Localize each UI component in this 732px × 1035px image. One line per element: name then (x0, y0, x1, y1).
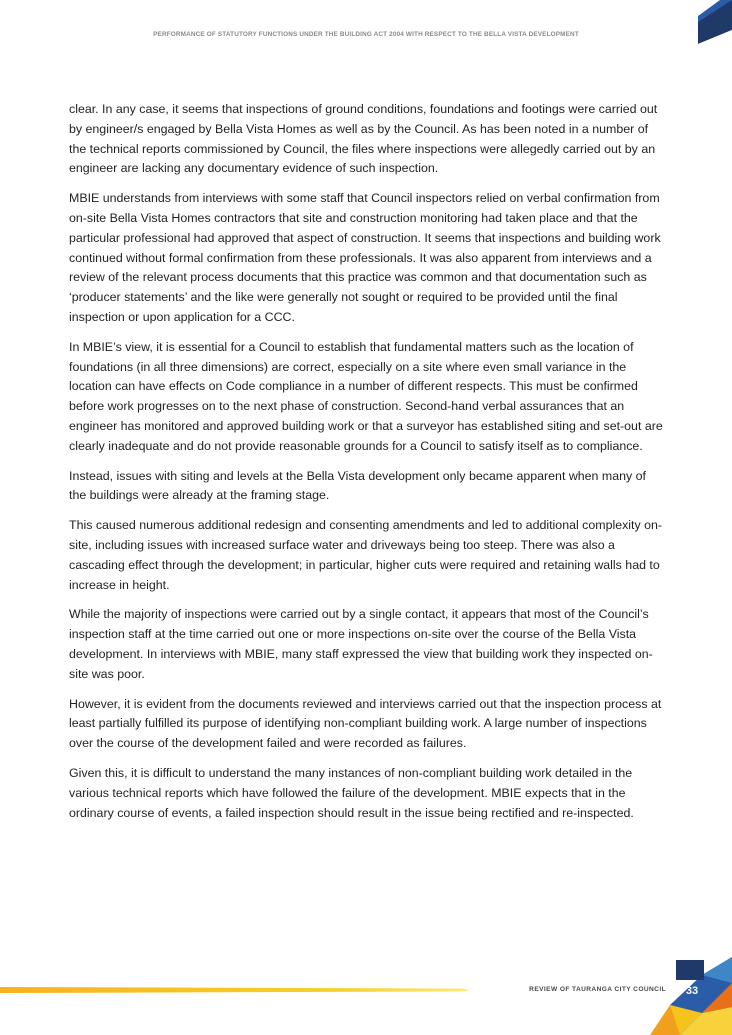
paragraph-1: clear. In any case, it seems that inspections of ground conditions, foundations and footings were carried out by engineer/s engaged by Bella Vista Homes as well as by the Council. As has been noted in a number of the technical reports commissioned by Council, the files where inspections were allegedly carried out by an engineer are lacking any documentary evidence of such inspection. (69, 102, 658, 176)
footer-accent-line (0, 987, 470, 993)
running-header: PERFORMANCE OF STATUTORY FUNCTIONS UNDER THE BUILDING ACT 2004 WITH RESPECT TO THE BELLA VISTA DEVELOPMENT (153, 31, 579, 38)
paragraph-5: This caused numerous additional redesign and consenting amendments and led to additional complexity on-site, including issues with increased surface water and driveways being too steep. There was also a cascading effect through the development; in particular, higher cuts were required and retaining walls had to increase in height. (69, 518, 663, 592)
paragraph-6: While the majority of inspections were carried out by a single contact, it appears that most of the Council’s inspection staff at the time carried out one or more inspections on-site over the course of the Bella Vista development. In interviews with MBIE, many staff expressed the view that building work they inspected on-site was poor. (69, 607, 653, 681)
body-text (69, 100, 665, 833)
page-number: 33 (685, 985, 699, 997)
paragraph-3: In MBIE’s view, it is essential for a Council to establish that fundamental matters such as the location of foundations (in all three dimensions) are correct, especially on a site where even small variance in the location can have effects on Code compliance in a number of different respects. This must be confirmed before work progresses on to the next phase of construction. Second-hand verbal assurances that an engineer has monitored and approved building work or that a surveyor has established siting and set-out are clearly inadequate and do not provide reasonable grounds for a Council to satisfy itself as to compliance. (69, 339, 663, 453)
paragraph-2: MBIE understands from interviews with some staff that Council inspectors relied on verbal confirmation from on-site Bella Vista Homes contractors that site and construction monitoring had taken place and that the particular professional had approved that aspect of construction. It seems that inspections and building work continued without formal confirmation from these professionals. It was also apparent from interviews and a review of the relevant process documents that this practice was common and that documentation such as ‘producer statements’ and the like were generally not sought or required to be provided until the final inspection or upon application for a CCC. (69, 191, 661, 324)
paragraph-8: Given this, it is difficult to understand the many instances of non-compliant building work detailed in the various technical reports which have followed the failure of the development. MBIE expects that in the ordinary course of events, a failed inspection should result in the issue being rectified and re-inspected. (69, 765, 634, 820)
paragraph-4: Instead, issues with siting and levels at the Bella Vista development only became apparent when many of the buildings were already at the framing stage. (69, 468, 646, 503)
footer-label: REVIEW OF TAURANGA CITY COUNCIL (529, 986, 666, 993)
corner-decoration-top-icon (698, 0, 732, 44)
paragraph-7: However, it is evident from the documents reviewed and interviews carried out that the inspection process at least partially fulfilled its purpose of identifying non-compliant building work. A large number of inspections over the course of the development failed and were recorded as failures. (69, 696, 662, 751)
